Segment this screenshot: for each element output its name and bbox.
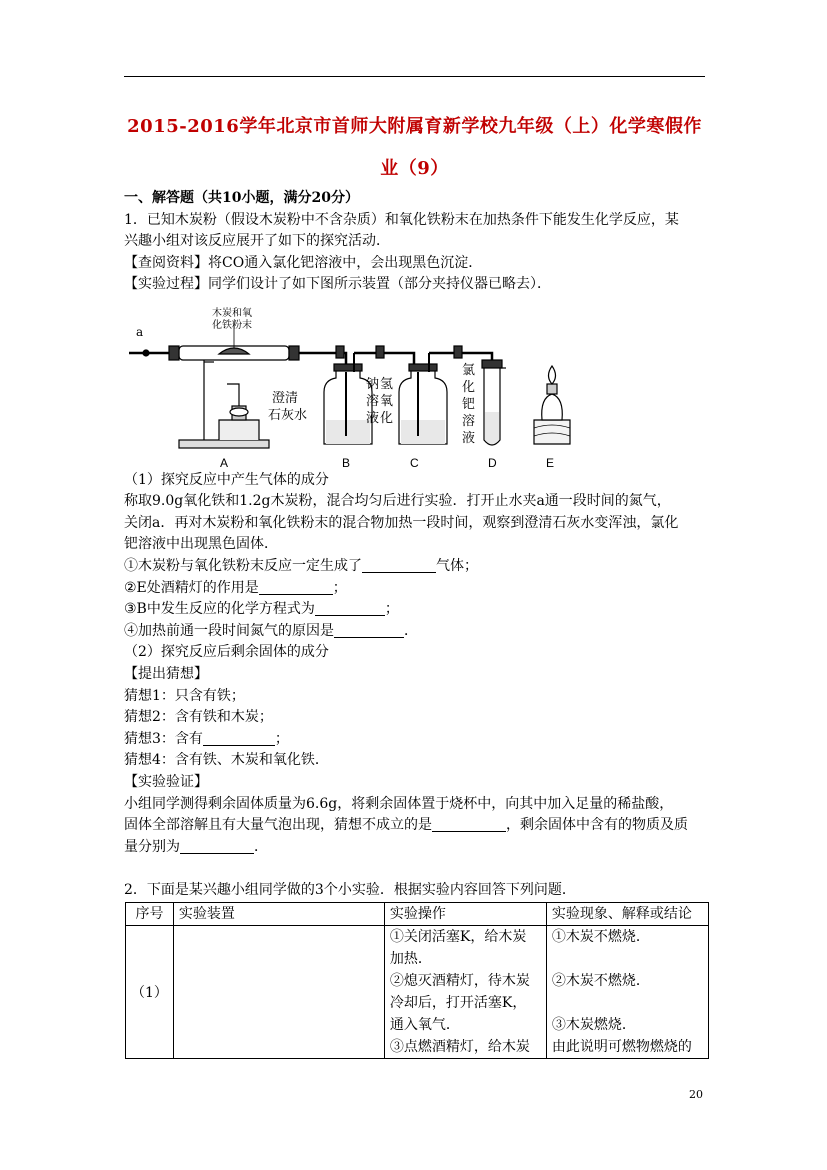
- experiment-table: [125, 902, 709, 1059]
- apparatus-figure: [124, 302, 574, 472]
- label-pdcl2-3: 钯: [462, 396, 476, 411]
- device-cell: [173, 926, 384, 1059]
- header-rule: [124, 76, 705, 77]
- burner-e-lamp: [542, 394, 563, 420]
- header-device: 实验装置: [173, 903, 384, 926]
- label-a: a: [136, 325, 144, 339]
- clamp-a: [143, 350, 149, 356]
- page-number: 20: [689, 1088, 703, 1101]
- label-pdcl2-4: 溶: [462, 413, 476, 428]
- flame-e: [549, 366, 556, 384]
- label-naoh-4: 氧: [380, 393, 394, 408]
- q1-intro-line2: 兴趣小组对该反应展开了如下的探究活动．: [124, 233, 390, 249]
- q1-info: 【查阅资料】将CO通入氯化钯溶液中，会出现黑色沉淀．: [124, 255, 483, 271]
- letter-a: A: [220, 456, 229, 470]
- part2-title: （2）探究反应后剩余固体的成分: [124, 644, 329, 660]
- label-naoh-1: 钠: [366, 376, 380, 391]
- table-header-row: [126, 903, 709, 926]
- label-naoh-2: 氢: [380, 376, 394, 391]
- operation-cell: ①关闭活塞K，给木炭 加热． ②熄灭酒精灯，待木炭 冷却后，打开活塞K， 通入氧气． ③点燃酒精灯，给木炭: [384, 926, 546, 1059]
- answer-blank-1[interactable]: [362, 558, 436, 573]
- guess-title: 【提出猜想】: [124, 666, 208, 682]
- answer-blank-verify1[interactable]: [432, 817, 506, 832]
- page-title-line2: 业（9）: [380, 158, 449, 179]
- label-naoh-6: 化: [380, 410, 394, 425]
- verify-title: 【实验验证】: [124, 774, 208, 790]
- q1-intro-line1: 1．已知木炭粉（假设木炭粉中不含杂质）和氧化铁粉末在加热条件下能发生化学反应，某: [124, 212, 679, 228]
- label-pdcl2-5: 液: [462, 430, 476, 445]
- letter-c: C: [410, 456, 419, 470]
- stand-base: [179, 440, 269, 448]
- table-row: [126, 926, 709, 1059]
- answer-blank-verify2[interactable]: [180, 839, 254, 854]
- verify-line1: 小组同学测得剩余固体质量为6.6g，将剩余固体置于烧杯中，向其中加入足量的稀盐酸，: [124, 796, 674, 812]
- label-naoh-5: 液: [366, 410, 380, 425]
- sub-question-3: ③B中发生反应的化学方程式为 ；: [124, 601, 399, 617]
- q2-intro: 2．下面是某兴趣小组同学做的3个小实验．根据实验内容回答下列问题．: [124, 882, 576, 898]
- sub-question-1: ①木炭粉与氧化铁粉末反应一定生成了 气体；: [124, 558, 478, 574]
- answer-blank-2[interactable]: [259, 580, 333, 595]
- header-no: 序号: [126, 903, 174, 926]
- header-result: 实验现象、解释或结论: [546, 903, 708, 926]
- sub-question-4: ④加热前通一段时间氮气的原因是 ．: [124, 623, 418, 639]
- row-id: （1）: [126, 926, 174, 1059]
- result-cell: ①木炭不燃烧． ②木炭不燃烧． ③木炭燃烧． 由此说明可燃物燃烧的: [546, 926, 708, 1059]
- label-lime-2: 石灰水: [268, 407, 308, 422]
- verify-line2: 固体全部溶解且有大量气泡出现，猜想不成立的是 ，剩余固体中含有的物质及质: [124, 817, 688, 833]
- guess-1: 猜想1：只含有铁；: [124, 688, 245, 704]
- label-mixture-2: 化铁粉末: [212, 320, 252, 331]
- header-operation: 实验操作: [384, 903, 546, 926]
- part1-p3: 钯溶液中出现黑色固体．: [124, 536, 278, 552]
- label-pdcl2-1: 氯: [462, 362, 476, 377]
- part1-p2: 关闭a．再对木炭粉和氧化铁粉末的混合物加热一段时间，观察到澄清石灰水变浑浊，氯化: [124, 515, 679, 531]
- burner-e-base: [534, 420, 570, 444]
- label-pdcl2-2: 化: [462, 379, 476, 394]
- page-title-line1: 2015-2016学年北京市首师大附属育新学校九年级（上）化学寒假作: [127, 116, 702, 137]
- q1-process: 【实验过程】同学们设计了如下图所示装置（部分夹持仪器已略去）．: [124, 276, 551, 292]
- part1-title: （1）探究反应中产生气体的成分: [124, 472, 329, 488]
- burner-a: [219, 420, 259, 440]
- part1-p1: 称取9.0g氧化铁和1.2g木炭粉，混合均匀后进行实验．打开止水夹a通一段时间的氮气，: [124, 493, 671, 509]
- guess-4: 猜想4：含有铁、木炭和氧化铁．: [124, 752, 329, 768]
- section-heading: 一、解答题（共10小题，满分20分）: [124, 190, 359, 206]
- letter-d: D: [488, 456, 497, 470]
- label-naoh-3: 溶: [366, 393, 380, 408]
- sub-question-2: ②E处酒精灯的作用是 ；: [124, 580, 347, 596]
- label-mixture-1: 木炭和氧: [212, 308, 252, 319]
- label-lime-1: 澄清: [272, 390, 299, 405]
- guess-2: 猜想2：含有铁和木炭；: [124, 709, 273, 725]
- guess-3: 猜想3：含有 ；: [124, 731, 289, 747]
- letter-e: E: [546, 456, 555, 470]
- answer-blank-4[interactable]: [334, 623, 404, 638]
- letter-b: B: [342, 456, 351, 470]
- answer-blank-3[interactable]: [315, 601, 385, 616]
- verify-line3: 量分别为 ．: [124, 839, 268, 855]
- answer-blank-guess3[interactable]: [203, 731, 275, 746]
